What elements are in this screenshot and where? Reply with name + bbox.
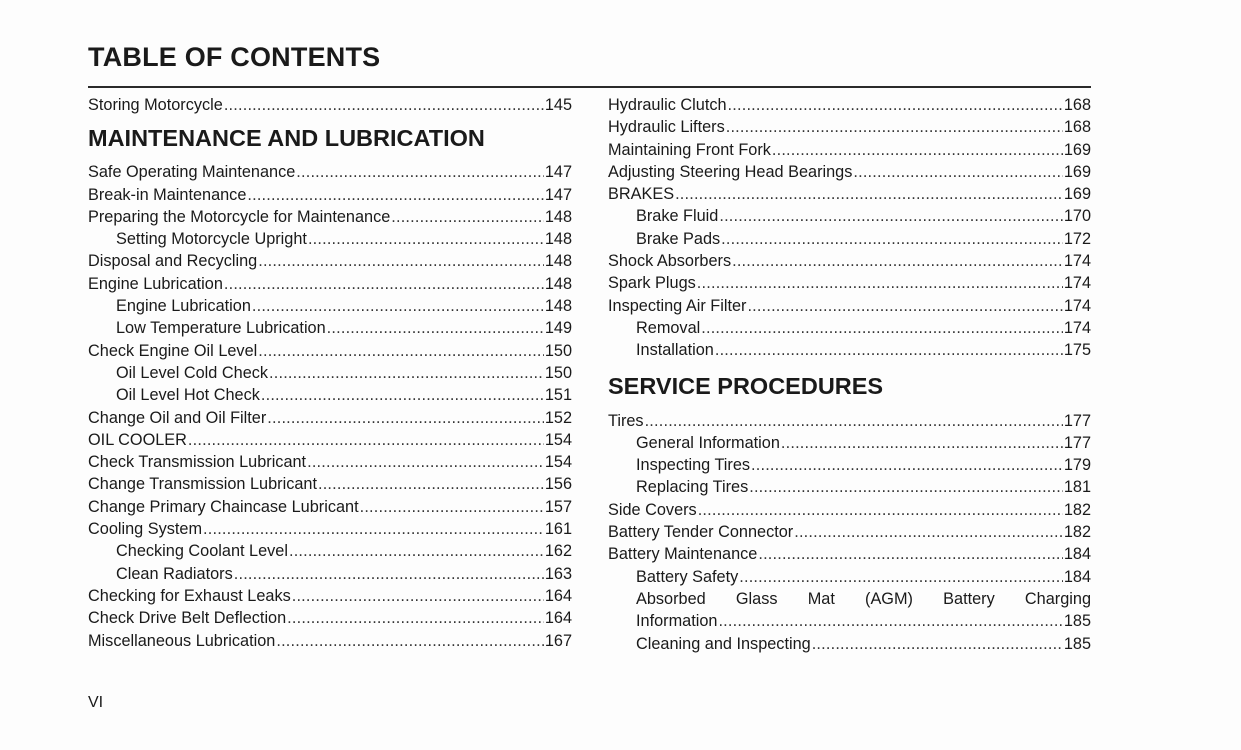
- entry-title: Safe Operating Maintenance: [88, 163, 296, 182]
- entry-page: 174: [1063, 274, 1091, 293]
- dot-leader: [758, 543, 1062, 565]
- entry-title: Check Drive Belt Deflection: [88, 609, 287, 628]
- entry-page: 154: [544, 430, 572, 449]
- entry-page: 177: [1063, 411, 1091, 430]
- toc-entry[interactable]: [88, 184, 572, 206]
- dot-leader: [749, 476, 1063, 498]
- toc-entry[interactable]: [608, 116, 1091, 138]
- toc-subentry[interactable]: [88, 228, 572, 250]
- dot-leader: [308, 228, 544, 250]
- entry-title: Battery Maintenance: [608, 545, 758, 564]
- entry-title: Maintaining Front Fork: [608, 140, 771, 159]
- entry-page: 177: [1063, 433, 1091, 452]
- dot-leader: [258, 250, 544, 272]
- toc-entry[interactable]: [608, 410, 1091, 432]
- entry-page: 147: [544, 185, 572, 204]
- entry-page: 148: [544, 252, 572, 271]
- toc-entry[interactable]: [88, 607, 572, 629]
- entry-title: Engine Lubrication: [88, 274, 223, 293]
- dot-leader: [728, 94, 1063, 116]
- toc-subentry[interactable]: [88, 362, 572, 384]
- entry-title: BRAKES: [608, 185, 675, 204]
- dot-leader: [715, 339, 1063, 361]
- toc-subentry-wrapped[interactable]: Absorbed Glass Mat (AGM) Battery Charging: [636, 589, 1091, 608]
- entry-page: 167: [544, 631, 572, 650]
- entry-page: 184: [1063, 567, 1091, 586]
- toc-subentry[interactable]: [608, 476, 1091, 498]
- section-heading-service: SERVICE PROCEDURES: [608, 372, 884, 399]
- entry-page: 148: [544, 207, 572, 226]
- title-divider: [88, 86, 1091, 88]
- entry-title: Installation: [636, 341, 714, 360]
- entry-page: 162: [544, 542, 572, 561]
- toc-left-column: [88, 94, 572, 652]
- entry-title: Storing Motorcycle: [88, 96, 223, 114]
- toc-entry[interactable]: [608, 272, 1091, 294]
- entry-title: Inspecting Tires: [636, 456, 751, 475]
- dot-leader: [701, 317, 1063, 339]
- entry-page: 168: [1063, 118, 1091, 137]
- dot-leader: [698, 499, 1063, 521]
- entry-page: 147: [544, 163, 572, 182]
- dot-leader: [747, 295, 1062, 317]
- dot-leader: [224, 94, 544, 116]
- toc-entry[interactable]: [608, 250, 1091, 272]
- toc-entry[interactable]: [608, 521, 1091, 543]
- dot-leader: [751, 454, 1063, 476]
- entry-title: Checking for Exhaust Leaks: [88, 586, 291, 605]
- entry-page: 185: [1063, 634, 1091, 653]
- entry-title: Side Covers: [608, 500, 697, 519]
- toc-right-column: [608, 94, 1091, 655]
- entry-title: Adjusting Steering Head Bearings: [608, 162, 853, 181]
- toc-entry[interactable]: [88, 451, 572, 473]
- entry-page: 148: [544, 230, 572, 249]
- dot-leader: [267, 407, 544, 429]
- dot-leader: [234, 563, 544, 585]
- entry-page: 179: [1063, 456, 1091, 475]
- dot-leader: [287, 607, 544, 629]
- toc-subentry[interactable]: [88, 384, 572, 406]
- toc-entry[interactable]: [88, 518, 572, 540]
- entry-page: 174: [1063, 252, 1091, 271]
- dot-leader: [224, 273, 544, 295]
- toc-entry[interactable]: [88, 206, 572, 228]
- toc-entry[interactable]: [88, 585, 572, 607]
- entry-title: Oil Level Cold Check: [116, 363, 269, 382]
- dot-leader: [307, 451, 544, 473]
- dot-leader: [391, 206, 544, 228]
- entry-page: 174: [1063, 296, 1091, 315]
- toc-subentry[interactable]: [88, 317, 572, 339]
- dot-leader: [853, 161, 1062, 183]
- toc-entry[interactable]: [88, 340, 572, 362]
- entry-title: Brake Fluid: [636, 207, 719, 226]
- entry-title: Removal: [636, 318, 701, 337]
- dot-leader: [269, 362, 544, 384]
- entry-title: General Information: [636, 433, 780, 452]
- dot-leader: [812, 633, 1063, 655]
- entry-title: Change Oil and Oil Filter: [88, 408, 267, 427]
- toc-entry[interactable]: [88, 630, 572, 652]
- entry-page: 170: [1063, 207, 1091, 226]
- dot-leader: [296, 161, 544, 183]
- dot-leader: [726, 116, 1063, 138]
- dot-leader: [794, 521, 1063, 543]
- page-title: TABLE OF CONTENTS: [88, 42, 381, 72]
- entry-page: 148: [544, 297, 572, 316]
- entry-page: 161: [544, 520, 572, 539]
- entry-title: Miscellaneous Lubrication: [88, 631, 276, 650]
- dot-leader: [675, 183, 1063, 205]
- toc-entry[interactable]: [88, 161, 572, 183]
- toc-subentry[interactable]: [88, 563, 572, 585]
- toc-subentry[interactable]: [608, 228, 1091, 250]
- toc-entry[interactable]: [608, 543, 1091, 565]
- entry-page: 163: [544, 564, 572, 583]
- entry-title: Setting Motorcycle Upright: [116, 230, 307, 249]
- toc-entry[interactable]: [608, 94, 1091, 116]
- entry-title: Oil Level Hot Check: [116, 386, 260, 405]
- toc-entry[interactable]: [608, 161, 1091, 183]
- entry-title: Disposal and Recycling: [88, 252, 258, 271]
- toc-subentry[interactable]: [608, 633, 1091, 655]
- entry-title: Brake Pads: [636, 229, 721, 248]
- entry-page: 151: [544, 386, 572, 405]
- dot-leader: [739, 566, 1063, 588]
- dot-leader: [772, 139, 1063, 161]
- entry-title: Break-in Maintenance: [88, 185, 247, 204]
- entry-page: 148: [544, 274, 572, 293]
- entry-page: 164: [544, 586, 572, 605]
- dot-leader: [318, 473, 544, 495]
- entry-title: Battery Tender Connector: [608, 523, 794, 542]
- entry-page: 184: [1063, 545, 1091, 564]
- entry-title: Low Temperature Lubrication: [116, 319, 326, 338]
- entry-title: Change Primary Chaincase Lubricant: [88, 497, 359, 516]
- entry-page: 169: [1063, 162, 1091, 181]
- dot-leader: [261, 384, 544, 406]
- dot-leader: [289, 540, 544, 562]
- entry-title: Preparing the Motorcycle for Maintenance: [88, 207, 391, 226]
- entry-title: Hydraulic Clutch: [608, 96, 727, 114]
- entry-title: Hydraulic Lifters: [608, 118, 725, 137]
- dot-leader: [258, 340, 544, 362]
- toc-entry[interactable]: [608, 295, 1091, 317]
- entry-title: Clean Radiators: [116, 564, 233, 583]
- entry-page: 150: [544, 363, 572, 382]
- dot-leader: [721, 228, 1063, 250]
- dot-leader: [247, 184, 543, 206]
- entry-page: 182: [1063, 500, 1091, 519]
- entry-title: Engine Lubrication: [116, 297, 251, 316]
- toc-entry[interactable]: [88, 429, 572, 451]
- entry-page: 169: [1063, 185, 1091, 204]
- toc-subentry[interactable]: [608, 454, 1091, 476]
- entry-title: Information: [636, 612, 718, 631]
- entry-title: Inspecting Air Filter: [608, 296, 747, 315]
- toc-entry[interactable]: [88, 407, 572, 429]
- section-heading-maintenance: MAINTENANCE AND LUBRICATION: [88, 125, 485, 152]
- toc-entry[interactable]: [608, 139, 1091, 161]
- entry-title: Cleaning and Inspecting: [636, 634, 811, 653]
- entry-page: 174: [1063, 318, 1091, 337]
- toc-entry[interactable]: [88, 496, 572, 518]
- entry-title: Checking Coolant Level: [116, 542, 288, 561]
- entry-title: Replacing Tires: [636, 478, 749, 497]
- dot-leader: [360, 496, 544, 518]
- toc-subentry[interactable]: [88, 295, 572, 317]
- dot-leader: [781, 432, 1063, 454]
- entry-title: Battery Safety: [636, 567, 739, 586]
- entry-page: 156: [544, 475, 572, 494]
- toc-entry[interactable]: [88, 94, 572, 116]
- entry-page: 181: [1063, 478, 1091, 497]
- entry-page: 168: [1063, 96, 1091, 114]
- toc-entry[interactable]: [88, 250, 572, 272]
- page-number: VI: [88, 694, 104, 711]
- entry-title: Spark Plugs: [608, 274, 696, 293]
- entry-page: 150: [544, 341, 572, 360]
- entry-page: 182: [1063, 523, 1091, 542]
- dot-leader: [203, 518, 544, 540]
- entry-title: OIL COOLER: [88, 430, 187, 449]
- dot-leader: [292, 585, 544, 607]
- entry-title: Check Engine Oil Level: [88, 341, 258, 360]
- entry-page: 172: [1063, 229, 1091, 248]
- dot-leader: [645, 410, 1063, 432]
- toc-entry[interactable]: [608, 499, 1091, 521]
- dot-leader: [276, 630, 543, 652]
- entry-title: Change Transmission Lubricant: [88, 475, 317, 494]
- entry-title: Check Transmission Lubricant: [88, 453, 307, 472]
- toc-subentry[interactable]: [88, 540, 572, 562]
- dot-leader: [718, 610, 1062, 632]
- toc-subentry[interactable]: [608, 566, 1091, 588]
- dot-leader: [188, 429, 544, 451]
- entry-page: 169: [1063, 140, 1091, 159]
- entry-page: 152: [544, 408, 572, 427]
- dot-leader: [252, 295, 544, 317]
- entry-page: 175: [1063, 341, 1091, 360]
- dot-leader: [719, 205, 1062, 227]
- dot-leader: [732, 250, 1063, 272]
- toc-subentry[interactable]: [608, 317, 1091, 339]
- toc-subentry[interactable]: [608, 205, 1091, 227]
- entry-page: 149: [544, 319, 572, 338]
- toc-subentry[interactable]: [608, 432, 1091, 454]
- toc-subentry[interactable]: [608, 610, 1091, 632]
- toc-entry[interactable]: [88, 473, 572, 495]
- toc-entry[interactable]: [88, 273, 572, 295]
- entry-page: 157: [544, 497, 572, 516]
- entry-title: Tires: [608, 411, 644, 430]
- entry-page: 164: [544, 609, 572, 628]
- entry-page: 145: [544, 96, 572, 114]
- entry-title: Shock Absorbers: [608, 252, 732, 271]
- dot-leader: [697, 272, 1063, 294]
- dot-leader: [327, 317, 544, 339]
- entry-title: Cooling System: [88, 520, 203, 539]
- entry-page: 154: [544, 453, 572, 472]
- entry-page: 185: [1063, 612, 1091, 631]
- toc-subentry[interactable]: [608, 339, 1091, 361]
- toc-entry[interactable]: [608, 183, 1091, 205]
